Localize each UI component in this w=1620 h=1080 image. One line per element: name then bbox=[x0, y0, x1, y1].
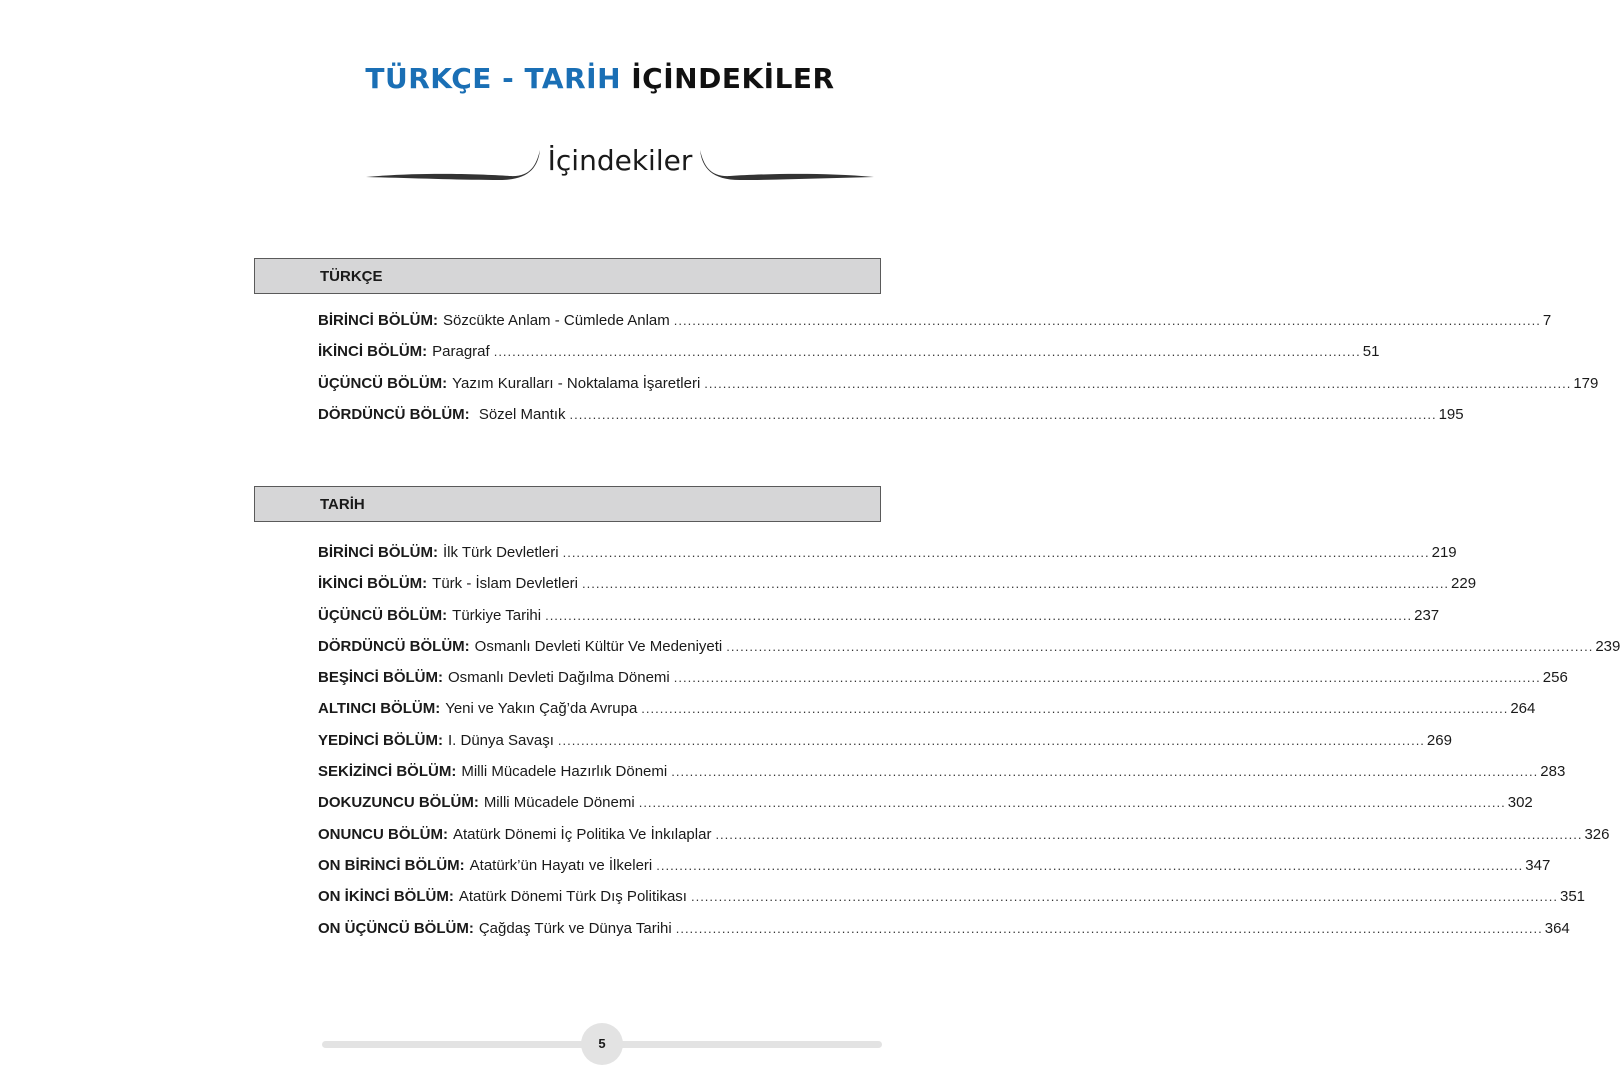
page-title-blue: TÜRKÇE - TARİH bbox=[365, 62, 622, 95]
subtitle: İçindekiler bbox=[547, 144, 693, 177]
dot-leader: ............................................................................................................................................................................................ bbox=[557, 732, 1425, 748]
toc-entry[interactable] bbox=[318, 343, 1380, 374]
toc-entry-title: I. Dünya Savaşı bbox=[448, 731, 554, 749]
toc-entry-page: 179 bbox=[1573, 374, 1599, 392]
toc-entry-label: ONUNCU BÖLÜM: bbox=[318, 825, 448, 843]
dot-leader: ............................................................................................................................................................................................ bbox=[673, 670, 1541, 686]
toc-entry-label: DÖRDÜNCÜ BÖLÜM: bbox=[318, 637, 470, 655]
toc-entry-page: 219 bbox=[1431, 544, 1457, 561]
toc-entry-title: Milli Mücadele Hazırlık Dönemi bbox=[461, 763, 668, 781]
toc-entry[interactable] bbox=[318, 374, 1599, 406]
toc-entry-page: 239 bbox=[1595, 637, 1620, 655]
toc-entry-title: Paragraf bbox=[432, 343, 490, 361]
toc-entry-title: İlk Türk Devletleri bbox=[443, 544, 559, 561]
toc-entry[interactable] bbox=[318, 637, 1620, 669]
toc-entry-title: Yeni ve Yakın Çağ’da Avrupa bbox=[445, 700, 638, 718]
toc-entry-label: ON İKİNCİ BÖLÜM: bbox=[318, 888, 454, 906]
toc-entry-page: 256 bbox=[1542, 669, 1568, 687]
toc-entry[interactable] bbox=[318, 856, 1551, 888]
toc-entry-label: ÜÇÜNCÜ BÖLÜM: bbox=[318, 606, 448, 624]
dot-leader: ............................................................................................................................................................................................ bbox=[675, 920, 1543, 936]
toc-entry-title: Sözel Mantık bbox=[474, 405, 566, 423]
toc-entry-label: ON BİRİNCİ BÖLÜM: bbox=[318, 856, 465, 874]
dot-leader: ............................................................................................................................................................................................ bbox=[641, 701, 1509, 717]
dot-leader: ............................................................................................................................................................................................ bbox=[638, 795, 1506, 811]
toc-entry-page: 302 bbox=[1507, 794, 1533, 812]
toc-entry[interactable] bbox=[318, 794, 1533, 825]
dot-leader: ............................................................................................................................................................................................ bbox=[690, 889, 1558, 905]
section-header-tarih bbox=[254, 486, 881, 522]
toc-entry-label: BEŞİNCİ BÖLÜM: bbox=[318, 669, 443, 687]
toc-entry-title: Osmanlı Devleti Dağılma Dönemi bbox=[448, 669, 670, 687]
toc-entry[interactable] bbox=[318, 763, 1566, 794]
page-title bbox=[0, 62, 1200, 95]
toc-list-turkce bbox=[318, 312, 1599, 437]
toc-entry[interactable] bbox=[318, 606, 1440, 638]
toc-entry-label: ALTINCI BÖLÜM: bbox=[318, 700, 441, 718]
toc-entry-label: DOKUZUNCU BÖLÜM: bbox=[318, 794, 479, 812]
dot-leader: ............................................................................................................................................................................................ bbox=[545, 607, 1413, 623]
toc-list-tarih bbox=[318, 544, 1620, 951]
toc-entry-page: 283 bbox=[1540, 763, 1566, 781]
toc-entry-page: 347 bbox=[1525, 856, 1551, 874]
toc-entry-title: Türkiye Tarihi bbox=[452, 606, 542, 624]
toc-entry[interactable] bbox=[318, 919, 1570, 951]
page-number: 5 bbox=[581, 1023, 623, 1065]
toc-entry[interactable] bbox=[318, 544, 1457, 575]
subtitle-ornament bbox=[360, 140, 880, 190]
dot-leader: ............................................................................................................................................................................................ bbox=[726, 638, 1594, 654]
toc-entry-page: 269 bbox=[1426, 731, 1452, 749]
toc-entry-page: 7 bbox=[1542, 312, 1552, 329]
section-header-turkce bbox=[254, 258, 881, 294]
toc-entry-label: BİRİNCİ BÖLÜM: bbox=[318, 544, 438, 561]
dot-leader: ............................................................................................................................................................................................ bbox=[715, 826, 1583, 842]
toc-entry-label: İKİNCİ BÖLÜM: bbox=[318, 343, 428, 361]
toc-entry-label: İKİNCİ BÖLÜM: bbox=[318, 575, 428, 593]
toc-entry[interactable] bbox=[318, 825, 1610, 857]
toc-entry[interactable] bbox=[318, 405, 1464, 437]
page-title-black: İÇİNDEKİLER bbox=[631, 62, 835, 95]
toc-entry-page: 51 bbox=[1362, 343, 1380, 361]
toc-entry[interactable] bbox=[318, 888, 1586, 919]
toc-entry-label: ÜÇÜNCÜ BÖLÜM: bbox=[318, 374, 448, 392]
dot-leader: ............................................................................................................................................................................................ bbox=[569, 406, 1437, 422]
toc-entry[interactable] bbox=[318, 312, 1552, 343]
toc-entry[interactable] bbox=[318, 575, 1477, 606]
toc-entry-label: ON ÜÇÜNCÜ BÖLÜM: bbox=[318, 919, 474, 937]
dot-leader: ............................................................................................................................................................................................ bbox=[704, 375, 1572, 391]
toc-entry-page: 326 bbox=[1584, 825, 1610, 843]
toc-entry-page: 195 bbox=[1438, 405, 1464, 423]
dot-leader: ............................................................................................................................................................................................ bbox=[582, 576, 1450, 592]
section-heading: TARİH bbox=[320, 496, 365, 513]
toc-entry-page: 229 bbox=[1451, 575, 1477, 593]
dot-leader: ............................................................................................................................................................................................ bbox=[562, 545, 1430, 560]
toc-entry-label: DÖRDÜNCÜ BÖLÜM: bbox=[318, 405, 470, 423]
section-heading: TÜRKÇE bbox=[320, 268, 383, 285]
dot-leader: ............................................................................................................................................................................................ bbox=[671, 764, 1539, 780]
toc-entry-title: Atatürk Dönemi Türk Dış Politikası bbox=[458, 888, 687, 906]
dot-leader: ............................................................................................................................................................................................ bbox=[673, 313, 1541, 328]
toc-entry-title: Çağdaş Türk ve Dünya Tarihi bbox=[478, 919, 672, 937]
toc-entry[interactable] bbox=[318, 669, 1568, 700]
toc-entry-label: BİRİNCİ BÖLÜM: bbox=[318, 312, 438, 329]
dot-leader: ............................................................................................................................................................................................ bbox=[493, 344, 1361, 360]
toc-entry[interactable] bbox=[318, 700, 1536, 731]
toc-entry[interactable] bbox=[318, 731, 1452, 763]
toc-entry-title: Milli Mücadele Dönemi bbox=[483, 794, 635, 812]
toc-entry-page: 237 bbox=[1414, 606, 1440, 624]
toc-entry-page: 351 bbox=[1560, 888, 1586, 906]
toc-entry-label: SEKİZİNCİ BÖLÜM: bbox=[318, 763, 457, 781]
toc-entry-title: Yazım Kuralları - Noktalama İşaretleri bbox=[452, 374, 701, 392]
toc-entry-title: Türk - İslam Devletleri bbox=[432, 575, 579, 593]
toc-entry-title: Atatürk’ün Hayatı ve İlkeleri bbox=[469, 856, 653, 874]
toc-entry-page: 264 bbox=[1510, 700, 1536, 718]
toc-entry-label: YEDİNCİ BÖLÜM: bbox=[318, 731, 443, 749]
toc-entry-title: Sözcükte Anlam - Cümlede Anlam bbox=[443, 312, 670, 329]
dot-leader: ............................................................................................................................................................................................ bbox=[656, 857, 1524, 873]
toc-entry-page: 364 bbox=[1544, 919, 1570, 937]
toc-entry-title: Atatürk Dönemi İç Politika Ve İnkılaplar bbox=[452, 825, 712, 843]
toc-entry-title: Osmanlı Devleti Kültür Ve Medeniyeti bbox=[474, 637, 723, 655]
